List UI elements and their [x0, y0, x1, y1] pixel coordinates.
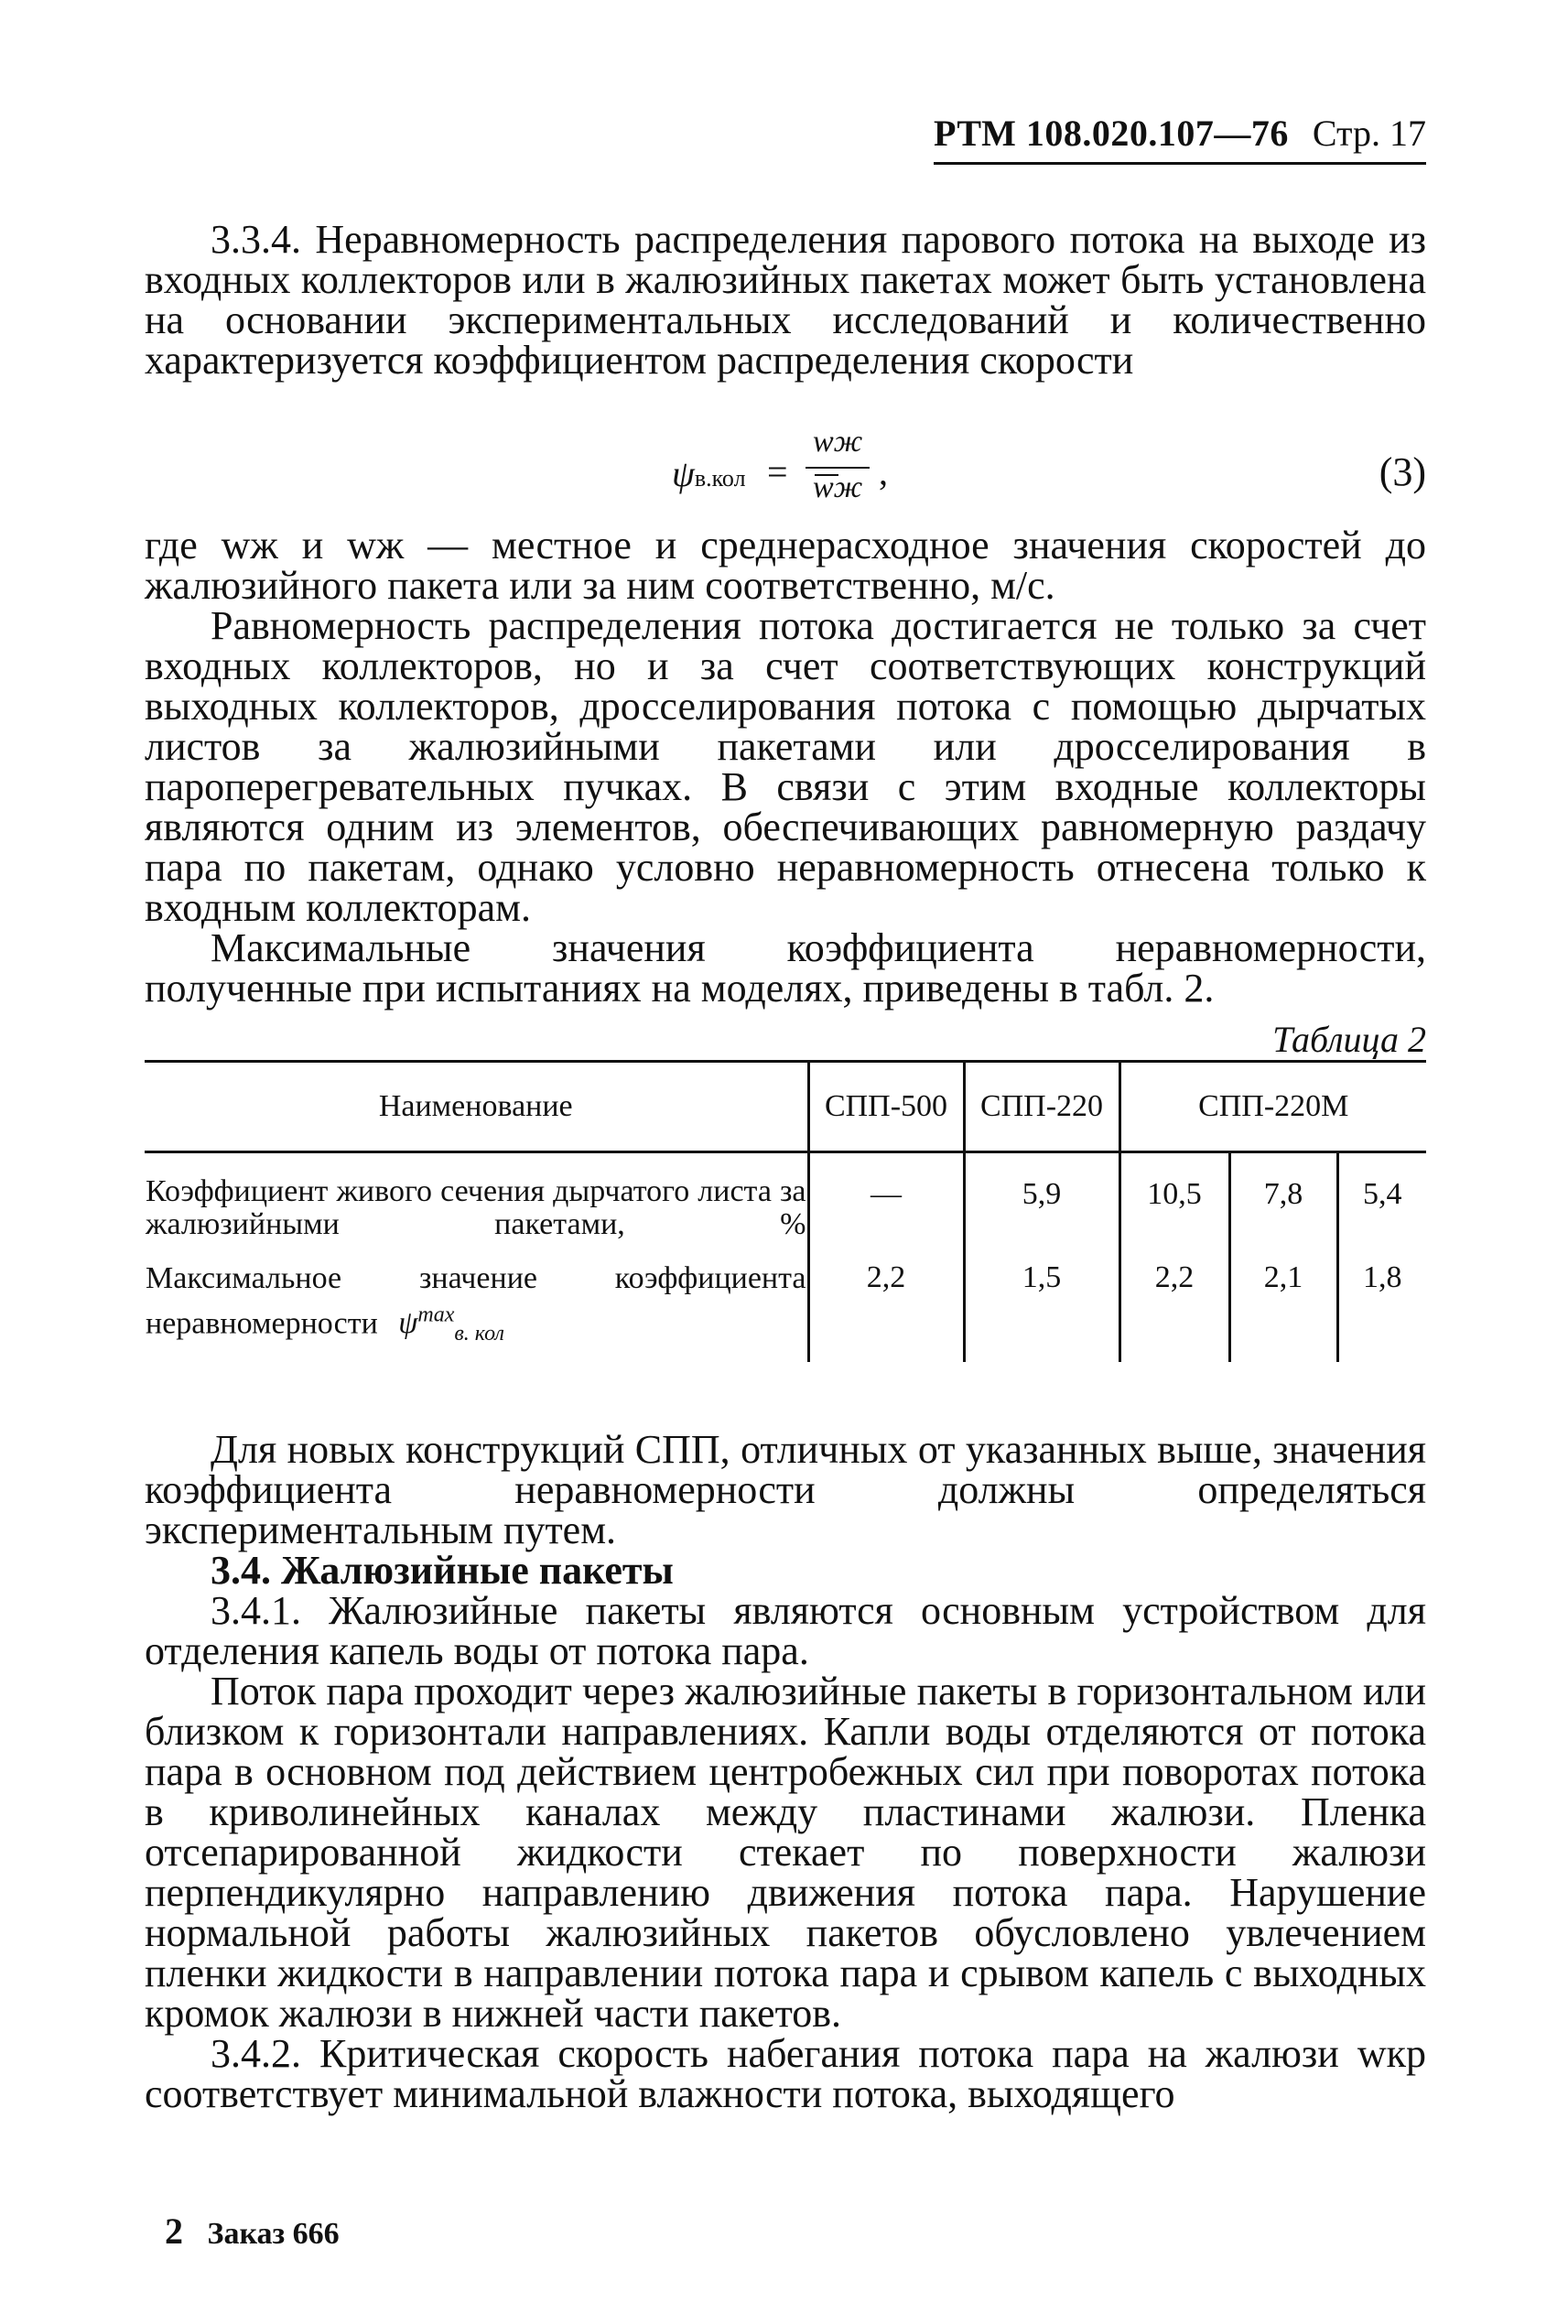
section-34 — [145, 1427, 1426, 2116]
formula-denominator: wж — [813, 470, 863, 504]
page-number: Стр. 17 — [1312, 113, 1426, 154]
table-caption: Таблица 2 — [1272, 1019, 1426, 1060]
formula-3 — [659, 425, 1426, 516]
cell-value: 2,1 — [1229, 1242, 1337, 1362]
page-footer — [165, 2210, 340, 2253]
header-name: Наименование — [145, 1062, 808, 1152]
formula-numerator: wж — [813, 425, 863, 459]
header-spp-220: СПП-220 — [964, 1062, 1119, 1152]
formula-lhs-subscript: в.кол — [694, 465, 746, 492]
sheet-number: 2 — [165, 2211, 183, 2252]
table-row — [145, 1242, 1426, 1362]
section-334 — [145, 217, 1426, 383]
formula-comma: , — [879, 451, 888, 492]
paragraph-new-designs: Для новых конструкций СПП, отличных от указанных выше, значения коэффициента неравномерности должны определяться экспериментальным путем. — [145, 1427, 1426, 1552]
document-code: РТМ 108.020.107—76 — [934, 113, 1289, 154]
cell-value: 1,5 — [964, 1242, 1119, 1362]
paragraph-uniformity: Равномерность распределения потока достигается не только за счет входных коллекторов, но и за счет соответствующих конструкций выходных коллекторов, дросселирования потока с помощью дырчатых листов за жалюзийными пакетами или дросселирования в пароперегревательных пучках. В связи с этим входные коллекторы являются одним из элементов, обеспечивающих равномерную раздачу пара по пакетам, однако условно неравномерность отнесена только к входным коллекторам. — [145, 603, 1426, 930]
paragraph-where: где wж и wж — местное и среднерасходное значения скоростей до жалюзийного пакета или за ним соответственно, м/с. — [145, 523, 1426, 608]
paragraph-3-3-4: 3.3.4. Неравномерность распределения парового потока на выходе из входных коллекторов или в жалюзийных пакетах может быть установлена на основании экспериментальных исследований и количественно характеризуется коэффициентом распределения скорости — [145, 217, 1426, 383]
cell-value: — — [808, 1152, 964, 1243]
psi-subscript: в. кол — [454, 1322, 504, 1346]
cell-value: 2,2 — [1119, 1242, 1229, 1362]
cell-value: 5,9 — [964, 1152, 1119, 1243]
paragraph-vapor-flow: Поток пара проходит через жалюзийные пакеты в горизонтальном или близком к горизонтали направлениях. Капли воды отделяются от потока пара в основном под действием центробежных сил при поворотах потока в криволинейных каналах между пластинами жалюзи. Пленка отсепарированной жидкости стекает по поверхности жалюзи перпендикулярно направлению движения потока пара. Нарушение нормальной работы жалюзийных пакетов обусловлено увлечением пленки жидкости в направлении потока пара и срывом капель с выходных кромок жалюзи в нижней части пакетов. — [145, 1669, 1426, 2036]
psi-superscript: max — [417, 1303, 455, 1327]
paragraph-3-4-1: 3.4.1. Жалюзийные пакеты являются основным устройством для отделения капель воды от потока пара. — [145, 1588, 1426, 1673]
cell-value: 2,2 — [808, 1242, 964, 1362]
cell-value: 7,8 — [1229, 1152, 1337, 1243]
header-spp-500: СПП-500 — [808, 1062, 964, 1152]
table-row — [145, 1152, 1426, 1243]
header-spp-220m: СПП-220М — [1119, 1062, 1426, 1152]
paragraph-max-values: Максимальные значения коэффициента неравномерности, полученные при испытаниях на моделях, приведены в табл. 2. — [145, 925, 1426, 1011]
formula-equals: = — [767, 451, 788, 492]
cell-value: 10,5 — [1119, 1152, 1229, 1243]
order-number: Заказ 666 — [207, 2217, 340, 2251]
cell-value: 5,4 — [1337, 1152, 1426, 1243]
section-where — [145, 525, 1426, 1009]
paragraph-3-4-2: 3.4.2. Критическая скорость набегания потока пара на жалюзи wкр соответствует минимальной влажности потока, выходящего — [145, 2031, 1426, 2116]
section-heading-3-4: 3.4. Жалюзийные пакеты — [211, 1548, 674, 1593]
row-label: Коэффициент живого сечения дырчатого листа за жалюзийными пакетами, % — [146, 1174, 806, 1241]
psi-symbol: $\psi^{max}_{в. кол}$ — [398, 1303, 504, 1346]
cell-value: 1,8 — [1337, 1242, 1426, 1362]
table-2 — [145, 1060, 1426, 1362]
formula-number: (3) — [1379, 449, 1426, 494]
row-label: Максимальное значение коэффициента неравномерности $\psi^{max}_{в. кол}$ — [146, 1261, 806, 1346]
fraction-bar — [806, 467, 870, 469]
table-header-row — [145, 1062, 1426, 1152]
formula-lhs: ψв.кол — [672, 453, 746, 494]
page-header — [934, 112, 1426, 165]
